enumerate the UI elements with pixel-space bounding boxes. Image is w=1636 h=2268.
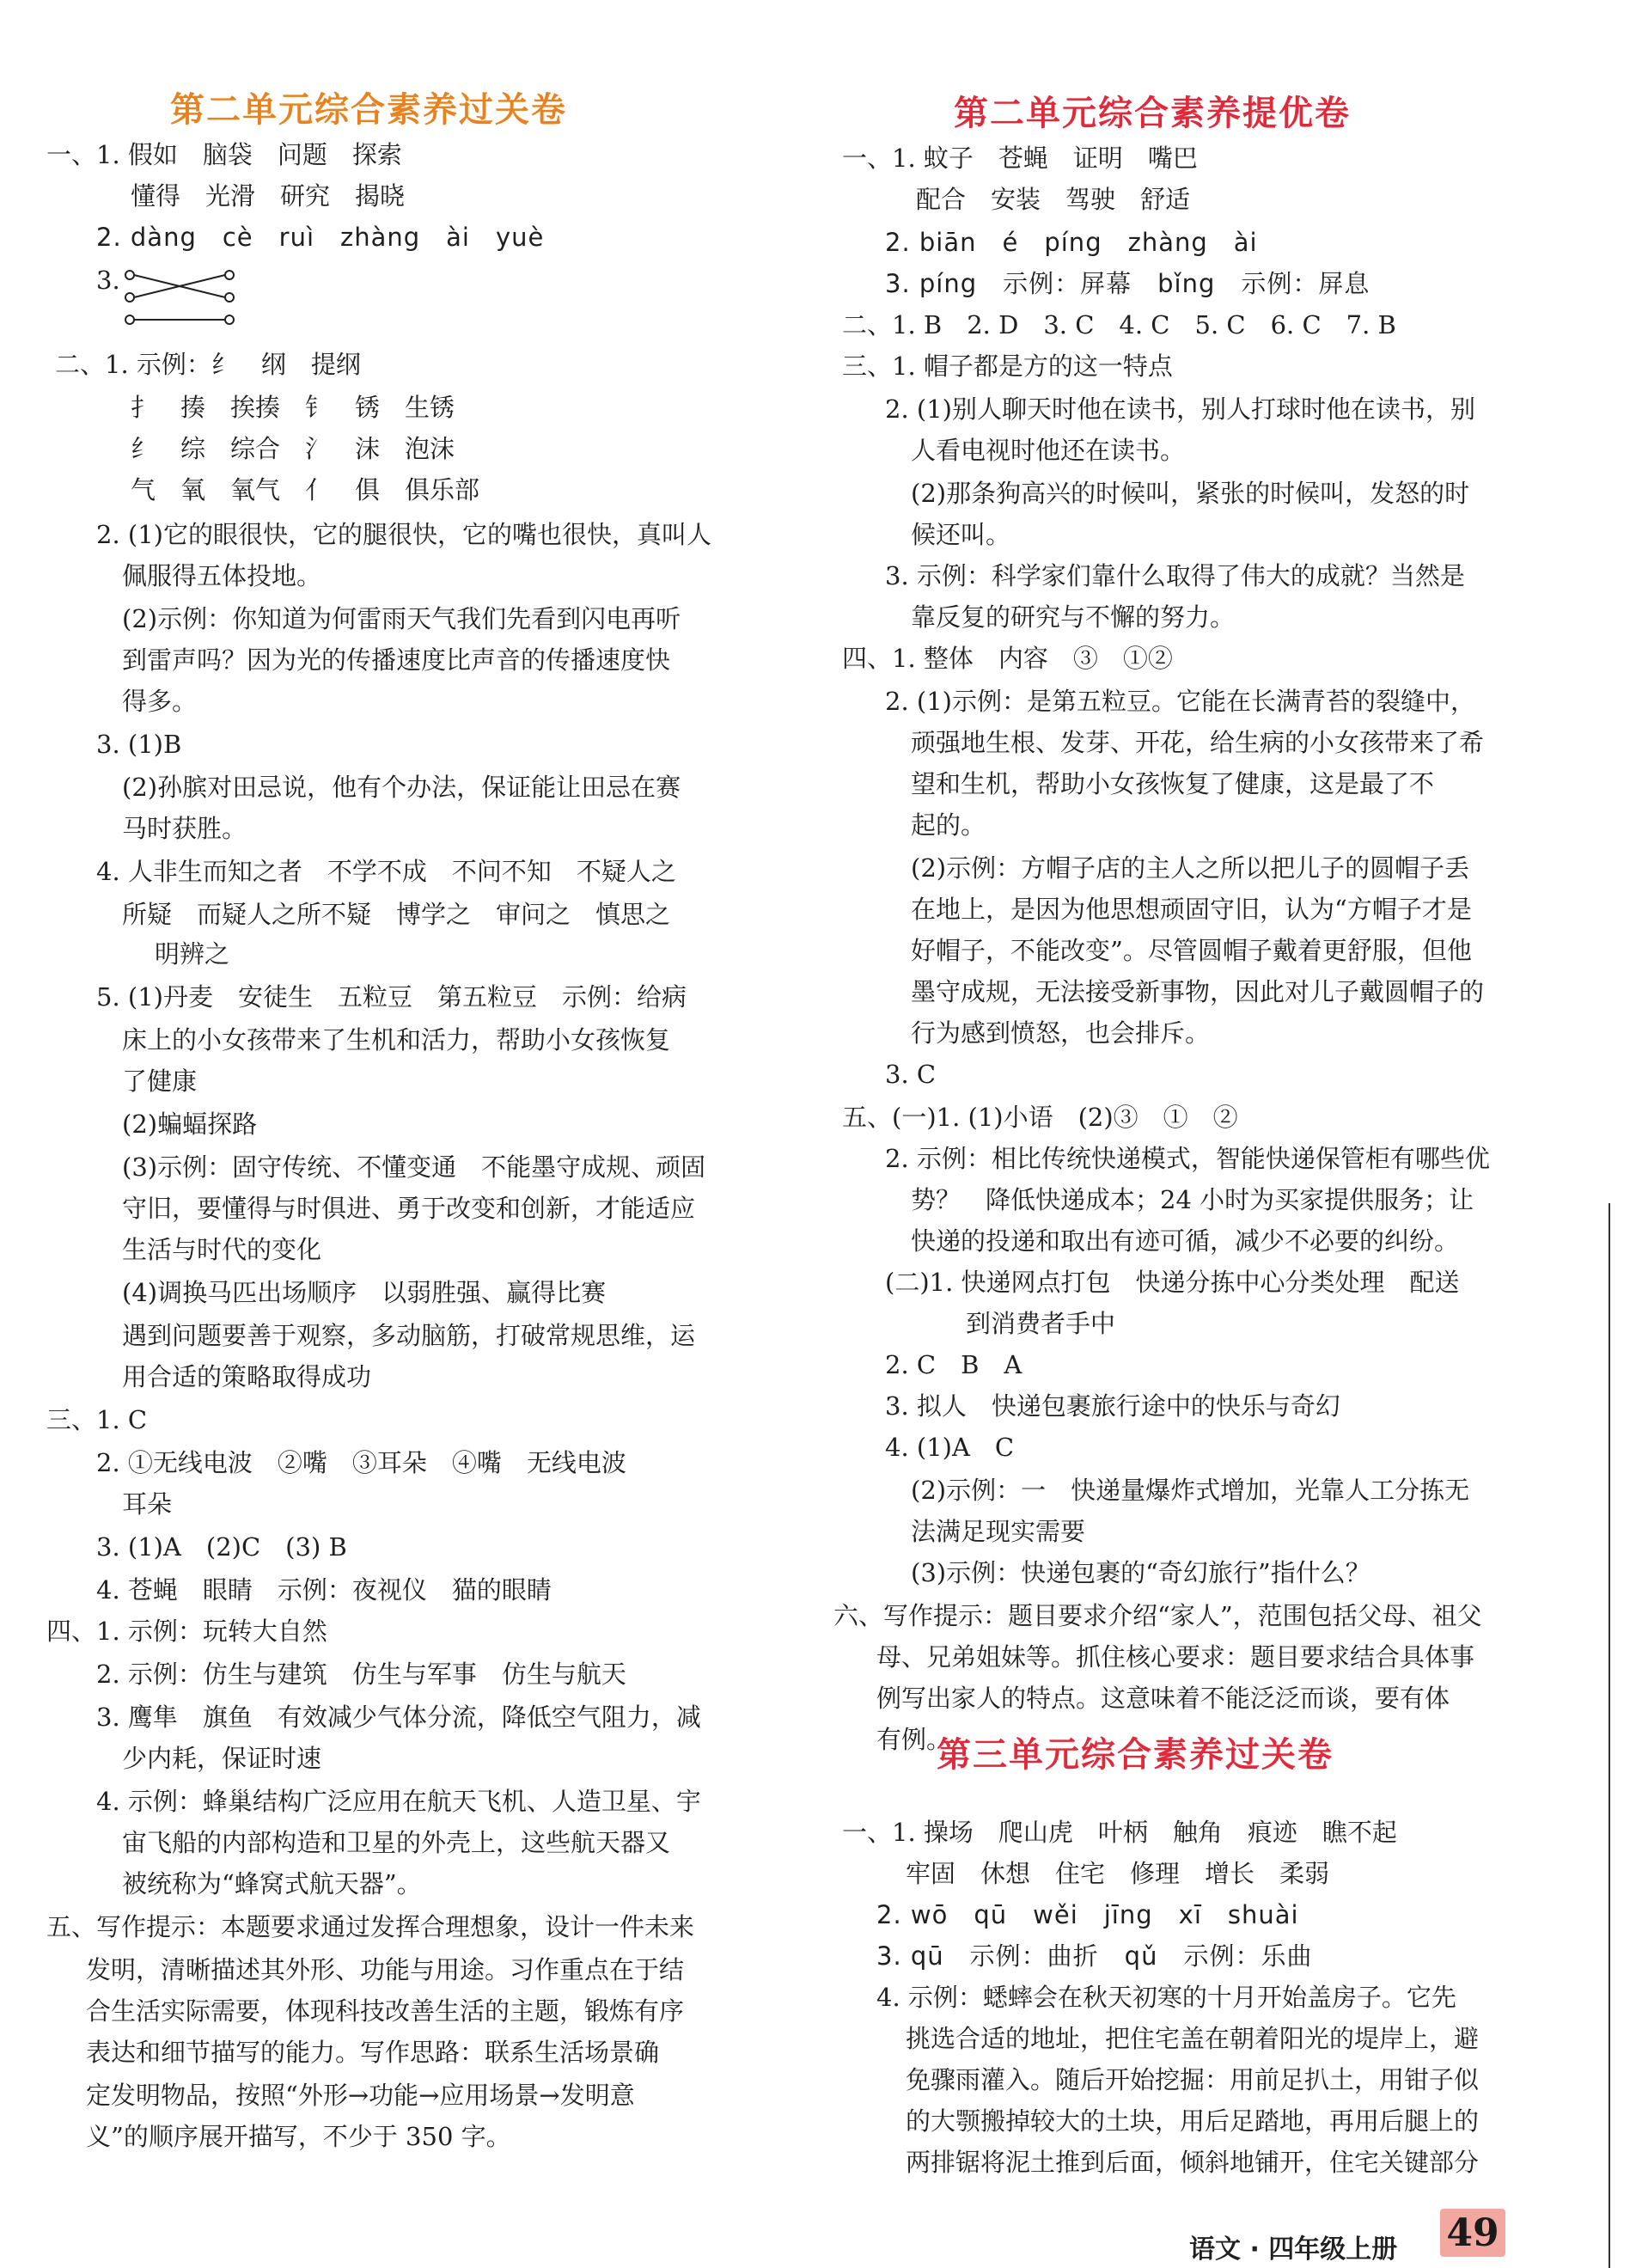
answer-line: (4)调换马匹出场顺序 以弱胜强、赢得比赛 [122, 1278, 607, 1307]
answer-line: 行为感到愤怒，也会排斥。 [911, 1018, 1211, 1048]
answer-line: (2)孙膑对田忌说，他有个办法，保证能让田忌在赛 [122, 773, 681, 802]
answer-line: 墨守成规，无法接受新事物，因此对儿子戴圆帽子的 [911, 977, 1485, 1006]
answer-line: 4. 人非生而知之者 不学不成 不问不知 不疑人之 [96, 857, 676, 886]
answer-line: 顽强地生根、发芽、开花，给生病的小女孩带来了希 [911, 728, 1485, 757]
answer-line: 2. 示例：仿生与建筑 仿生与军事 仿生与航天 [96, 1660, 626, 1689]
answer-line: 2. dàng cè ruì zhàng ài yuè [96, 223, 545, 252]
answer-line: 牢固 休想 住宅 修理 增长 柔弱 [906, 1859, 1330, 1888]
answer-line: (2)示例：方帽子店的主人之所以把儿子的圆帽子丢 [911, 853, 1470, 883]
answer-line: 在地上，是因为他思想顽固守旧，认为“方帽子才是 [911, 895, 1472, 924]
answer-line: 3. 鹰隼 旗鱼 有效减少气体分流，降低空气阻力，减 [96, 1703, 701, 1732]
answer-line: 两排锯将泥土推到后面，倾斜地铺开，住宅关键部分 [906, 2148, 1480, 2177]
answer-line: 一、1. 蚊子 苍蝇 证明 嘴巴 [842, 144, 1198, 173]
answer-line: 纟 综 综合 氵 沫 泡沫 [131, 434, 455, 463]
answer-line: 起的。 [911, 810, 986, 840]
answer-line: 2. ①无线电波 ②嘴 ③耳朵 ④嘴 无线电波 [96, 1448, 626, 1477]
answer-line: 2. (1)示例：是第五粒豆。它能在长满青苔的裂缝中， [885, 687, 1475, 716]
answer-line: 5. (1)丹麦 安徒生 五粒豆 第五粒豆 示例：给病 [96, 982, 687, 1012]
answer-line: 五、写作提示：本题要求通过发挥合理想象，设计一件未来 [46, 1912, 695, 1941]
answer-line: 靠反复的研究与不懈的努力。 [911, 602, 1236, 632]
answer-line: 2. (1)别人聊天时他在读书，别人打球时他在读书，别 [885, 394, 1475, 424]
answer-line: 到雷声吗？因为光的传播速度比声音的传播速度快 [122, 645, 671, 675]
answer-line: 守旧，要懂得与时俱进、勇于改变和创新，才能适应 [122, 1194, 696, 1223]
answer-line: 得多。 [122, 687, 198, 716]
answer-line: 的大颚搬掉较大的土块，用后足踏地，再用后腿上的 [906, 2106, 1480, 2136]
answer-line: 有例。 [876, 1725, 952, 1754]
section-title-unit2-pass: 第二单元综合素养过关卷 [170, 90, 567, 130]
answer-line: 一、1. 操场 爬山虎 叶柄 触角 痕迹 瞧不起 [842, 1818, 1397, 1847]
answer-line: 配合 安装 驾驶 舒适 [916, 185, 1191, 214]
answer-line: 遇到问题要善于观察，多动脑筋，打破常规思维，运 [122, 1321, 696, 1350]
answer-line: 法满足现实需要 [911, 1517, 1086, 1546]
answer-line: 一、1. 假如 脑袋 问题 探索 [46, 140, 402, 169]
answer-line: 免骤雨灌入。随后开始挖掘：用前足扒土，用钳子似 [906, 2065, 1480, 2094]
footer-subject-grade: 语文 · 四年级上册 [1189, 2234, 1398, 2265]
page-edge-line [1609, 1203, 1610, 2268]
answer-line: 例写出家人的特点。这意味着不能泛泛而谈，要有体 [876, 1684, 1450, 1713]
answer-line: (3)示例：固守传统、不懂变通 不能墨守成规、顽固 [122, 1152, 706, 1182]
answer-line: 好帽子，不能改变”。尽管圆帽子戴着更舒服，但他 [911, 936, 1472, 965]
answer-line: (3)示例：快递包裹的“奇幻旅行”指什么？ [911, 1558, 1370, 1587]
answer-line: 2. biān é píng zhàng ài [885, 228, 1258, 257]
answer-line: 3. C [885, 1060, 937, 1089]
answer-line: 人看电视时他还在读书。 [911, 436, 1186, 465]
answer-line: (2)蝙蝠探路 [122, 1110, 258, 1139]
answer-line: 3. (1)A (2)C (3) B [96, 1532, 347, 1562]
answer-line: 马时获胜。 [122, 814, 247, 843]
answer-line: 宙飞船的内部构造和卫星的外壳上，这些航天器又 [122, 1828, 671, 1857]
answer-line: 少内耗，保证时速 [122, 1744, 322, 1773]
matching-lines-diagram [125, 266, 236, 333]
answer-line: 候还叫。 [911, 520, 1011, 549]
answer-line: 快递的投递和取出有迹可循，减少不必要的纠纷。 [911, 1226, 1460, 1256]
answer-line: 合生活实际需要，体现科技改善生活的主题，锻炼有序 [86, 1996, 685, 2026]
answer-line: 势？ 降低快递成本；24 小时为买家提供服务；让 [911, 1185, 1474, 1214]
answer-line: (2)示例：你知道为何雷雨天气我们先看到闪电再听 [122, 604, 681, 633]
answer-line: 发明，清晰描述其外形、功能与用途。习作重点在于结 [86, 1955, 685, 1984]
answer-line: 扌 揍 挨揍 钅 锈 生锈 [131, 393, 455, 422]
section-title-unit3-pass: 第三单元综合素养过关卷 [937, 1735, 1334, 1775]
answer-line: 2. wō qū wěi jīng xī shuài [876, 1900, 1299, 1929]
answer-line: 耳朵 [122, 1489, 173, 1519]
answer-line: 2. 示例：相比传统快递模式，智能快递保管柜有哪些优 [885, 1144, 1490, 1173]
answer-line: 所疑 而疑人之所不疑 博学之 审问之 慎思之 [122, 900, 671, 929]
answer-line: 表达和细节描写的能力。写作思路：联系生活场景确 [86, 2038, 660, 2067]
section-title-unit2-advanced: 第二单元综合素养提优卷 [954, 94, 1351, 133]
answer-line: 气 氧 氧气 亻 俱 俱乐部 [131, 475, 480, 504]
answer-line: 明辨之 [155, 939, 230, 969]
answer-line: 2. (1)它的眼很快，它的腿很快，它的嘴也很快，真叫人 [96, 520, 711, 549]
answer-line: 被统称为“蜂窝式航天器”。 [122, 1869, 422, 1898]
answer-line: 3. 示例：科学家们靠什么取得了伟大的成就？当然是 [885, 561, 1465, 590]
answer-line: 4. 示例：蟋蟀会在秋天初寒的十月开始盖房子。它先 [876, 1983, 1456, 2012]
answer-line: 五、(一)1. (1)小语 (2)③ ① ② [842, 1103, 1238, 1132]
answer-line: 佩服得五体投地。 [122, 561, 322, 590]
answer-line: 4. 苍蝇 眼睛 示例：夜视仪 猫的眼睛 [96, 1575, 552, 1605]
answer-line: 3. (1)B [96, 730, 182, 759]
answer-line: 懂得 光滑 研究 揭晓 [131, 181, 406, 211]
answer-line: 3. qū 示例：曲折 qǔ 示例：乐曲 [876, 1941, 1313, 1971]
answer-line: 六、写作提示：题目要求介绍“家人”，范围包括父母、祖父 [833, 1601, 1482, 1630]
answer-line: 3. 拟人 快递包裹旅行途中的快乐与奇幻 [885, 1391, 1340, 1421]
answer-line: 四、1. 示例：玩转大自然 [46, 1617, 327, 1646]
answer-line: (2)那条狗高兴的时候叫，紧张的时候叫，发怒的时 [911, 479, 1470, 508]
answer-line: 义”的顺序展开描写，不少于 350 字。 [86, 2122, 511, 2151]
answer-line: 四、1. 整体 内容 ③ ①② [842, 644, 1173, 673]
page-number-badge [1440, 2209, 1505, 2257]
answer-line: 2. C B A [885, 1350, 1022, 1379]
answer-line: 床上的小女孩带来了生机和活力，帮助小女孩恢复 [122, 1025, 671, 1055]
answer-line: 母、兄弟姐妹等。抓住核心要求：题目要求结合具体事 [876, 1642, 1475, 1672]
answer-line: 3. [96, 266, 120, 295]
answer-line: 定发明物品，按照“外形→功能→应用场景→发明意 [86, 2081, 635, 2110]
answer-line: (二)1. 快递网点打包 快递分拣中心分类处理 配送 [885, 1268, 1460, 1297]
answer-line: 了健康 [122, 1067, 198, 1096]
answer-line: 生活与时代的变化 [122, 1235, 322, 1264]
answer-line: 到消费者手中 [966, 1309, 1116, 1338]
answer-line: 用合适的策略取得成功 [122, 1362, 372, 1391]
answer-line: 三、1. 帽子都是方的这一特点 [842, 352, 1173, 381]
page-number: 49 [1446, 2210, 1499, 2255]
answer-line: 三、1. C [46, 1405, 148, 1434]
answer-line: 4. 示例：蜂巢结构广泛应用在航天飞机、人造卫星、宇 [96, 1787, 701, 1816]
answer-line: 挑选合适的地址，把住宅盖在朝着阳光的堤岸上，避 [906, 2024, 1480, 2053]
answer-line: (2)示例：一 快递量爆炸式增加，光靠人工分拣无 [911, 1476, 1470, 1505]
answer-line: 3. píng 示例：屏幕 bǐng 示例：屏息 [885, 269, 1370, 298]
answer-line: 二、1. 示例：纟 纲 提纲 [55, 350, 361, 379]
answer-line: 4. (1)A C [885, 1433, 1015, 1462]
answer-line: 望和生机，帮助小女孩恢复了健康，这是最了不 [911, 769, 1435, 798]
answer-line: 二、1. B 2. D 3. C 4. C 5. C 6. C 7. B [842, 310, 1396, 339]
